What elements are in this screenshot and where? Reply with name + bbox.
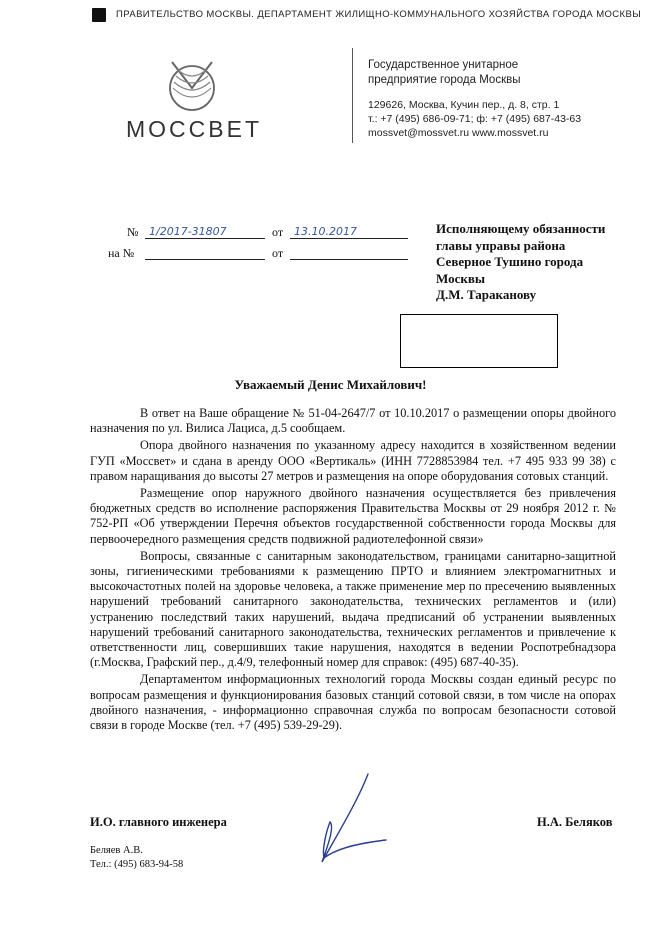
brand-name: МОССВЕТ bbox=[126, 116, 262, 142]
org-line-2: предприятие города Москвы bbox=[368, 74, 521, 86]
paragraph-4: Вопросы, связанные с санитарным законодательством, границами санитарно-защитной зоны, гигиеническими требованиями к размещению ПРТО и влиянием электромагнитных и высокочастотных полей на здоровье человека, а также применение мер по пресечению выявленных нарушений требований санитарного законодательства, технических регламентов и (или) устранению последствий таких нарушений, выдача предписаний об устранении выявленных нарушений требований санитарного законодательства, технических регламентов и привлечение к ответственности лиц, совершивших такие нарушения, находятся в ведении Роспотребнадзора (г.Москва, Графский пер., д.4/9, телефонный номер для справок: (495) 687-40-35). bbox=[90, 548, 616, 670]
addressee-line-3: Северное Тушино города bbox=[436, 254, 584, 269]
reply-number-field bbox=[145, 243, 265, 260]
paragraph-5: Департаментом информационных технологий города Москвы создан единый ресурс по вопросам размещения и функционирования базовых станций сотовой связи, в том числе на опорах двойного назначения, - информационно справочная служба по вопросам безопасности сотовой связи в городе Москве (тел. +7 (495) 539-29-29). bbox=[90, 672, 616, 733]
ref-date-value: 13.10.2017 bbox=[294, 225, 357, 238]
salutation: Уважаемый Денис Михайлович! bbox=[234, 377, 427, 392]
ref-number-label: № bbox=[127, 225, 139, 239]
addressee-line-4: Москвы bbox=[436, 270, 486, 286]
reply-number-label: на № bbox=[108, 246, 135, 260]
org-web: mossvet@mossvet.ru www.mossvet.ru bbox=[368, 127, 549, 139]
ref-number-value: 1/2017-31807 bbox=[149, 225, 227, 238]
addressee-line-5: Д.М. Тараканову bbox=[436, 287, 537, 302]
addressee-block bbox=[436, 221, 646, 304]
executor-block bbox=[90, 844, 183, 872]
handwritten-signature-icon bbox=[300, 770, 400, 880]
executor-phone: Тел.: (495) 683-94-58 bbox=[90, 859, 184, 870]
ref-number-field bbox=[145, 222, 265, 239]
mossvet-logo-icon bbox=[160, 54, 224, 114]
paragraph-2: Опора двойного назначения по указанному адресу находится в хозяйственном ведении ГУП «Моссвет» и сдана в аренду ООО «Вертикаль» (ИНН 7728853984 тел. +7 495 933 99 38) с правом наращивания до высоты 27 метров и размещения на опоре оборудования сотовых станций. bbox=[90, 438, 616, 483]
signatory-position: И.О. главного инженера bbox=[90, 815, 227, 829]
ref-date-label: от bbox=[272, 225, 284, 239]
redacted-box bbox=[400, 314, 558, 368]
org-name bbox=[368, 58, 520, 88]
paragraph-1: В ответ на Ваше обращение № 51-04-2647/7 от 10.10.2017 о размещении опоры двойного назначения по ул. Вилиса Лациса, д.5 сообщаем. bbox=[90, 406, 616, 436]
org-contacts bbox=[368, 98, 581, 140]
letter-body bbox=[90, 406, 616, 735]
header-topline: ПРАВИТЕЛЬСТВО МОСКВЫ. ДЕПАРТАМЕНТ ЖИЛИЩНО-КОММУНАЛЬНОГО ХОЗЯЙСТВА ГОРОДА МОСКВЫ bbox=[116, 9, 642, 20]
reply-date-label: от bbox=[272, 246, 284, 260]
org-phones: т.: +7 (495) 686-09-71; ф: +7 (495) 687-43-63 bbox=[368, 113, 582, 125]
paragraph-3: Размещение опор наружного двойного назначения осуществляется без привлечения бюджетных средств во исполнение распоряжения Правительства Москвы от 29 ноября 2012 г. № 752-РП «Об утверждении Перечня объектов государственной собственности города Москвы для первоочередного размещения средств подвижной радиотелефонной связи» bbox=[90, 486, 616, 546]
org-address: 129626, Москва, Кучин пер., д. 8, стр. 1 bbox=[368, 99, 560, 111]
org-line-1: Государственное унитарное bbox=[368, 59, 519, 71]
addressee-line-2: главы управы района bbox=[436, 237, 566, 253]
signatory-name: Н.А. Беляков bbox=[537, 815, 613, 829]
reply-date-field bbox=[290, 243, 408, 260]
ref-date-field bbox=[290, 222, 408, 239]
moscow-emblem-icon bbox=[92, 8, 106, 22]
addressee-line-1: Исполняющему обязанности bbox=[436, 221, 606, 236]
header-divider bbox=[352, 48, 353, 143]
executor-name: Беляев А.В. bbox=[90, 845, 143, 856]
